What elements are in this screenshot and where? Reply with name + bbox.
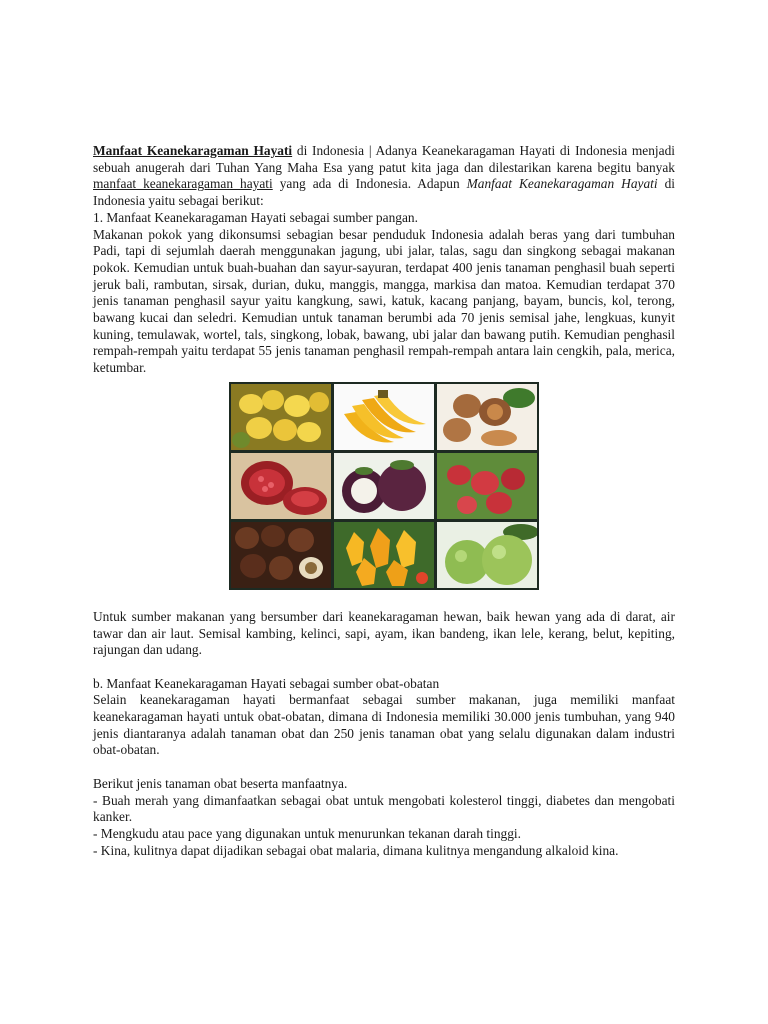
tropical-fruits-image [229,382,539,590]
mangosteen-photo [334,453,434,519]
section-2-body: Selain keanekaragaman hayati bermanfaat sebagai sumber makanan, juga memiliki manfaat keanekaragaman hayati untuk obat-obatan, dimana di Indonesia memiliki 30.000 jenis tumbuhan, yang 940 jenis diantaranya adalah tanaman obat dan 250 jenis tanaman obat yang selalu digunakan dalam industri obat-obatan. [93,692,675,758]
paragraph-spacer [93,659,675,676]
medicinal-intro: Berikut jenis tanaman obat beserta manfaatnya. [93,775,348,791]
section-1-body: Makanan pokok yang dikonsumsi sebagian besar penduduk Indonesia adalah beras yang dari tumbuhan Padi, tapi di sejumlah daerah menggunakan jagung, ubi jalar, talas, sagu dan singkong sebagai makanan pokok. Kemudian untuk buah-buahan dan sayur-sayuran, terdapat 400 jenis tanaman penghasil buah seperti jeruk bali, rambutan, sirsak, durian, duku, manggis, mangga, markisa dan matoa. Kemudian terdapat 370 jenis tanaman penghasil sayur yaitu kangkung, sawi, katuk, kacang panjang, bayam, buncis, kol, terong, bawang kucai dan seledri. Kemudian untuk tanaman berumbi ada 70 jenis semisal jahe, lengkuas, kunyit kuning, temulawak, wortel, tals, singkong, lobak, bawang, ubi jalar dan bawang putih. Kemudian penghasil rempah-rempah yaitu terdapat 55 jenis tanaman penghasil rempah-rempah antara lain cengkih, pala, merica, ketumbar. [93,226,675,376]
section-1-heading: 1. Manfaat Keanekaragaman Hayati sebagai sumber pangan. [93,209,418,225]
banana-photo [334,384,434,450]
jackfruit-photo [231,384,331,450]
animal-food-paragraph: Untuk sumber makanan yang bersumber dari keanekaragaman hewan, baik hewan yang ada di darat, air tawar dan air laut. Semisal kambing, kelinci, sapi, ayam, ikan bandeng, ikan lele, kerang, belut, kepiting, rajungan dan udang. [93,608,675,658]
italic-phrase: Manfaat Keanekaragaman Hayati [466,176,658,192]
medicinal-item: - Buah merah yang dimanfaatkan sebagai obat untuk mengobati kolesterol tinggi, diabetes dan mengobati kanker. [93,792,675,825]
pomegranate-photo [231,453,331,519]
salak-photo [231,522,331,588]
intro-paragraph [93,143,675,210]
intro-text-1: di Indonesia | Adanya Keanekaragaman Hayati di Indonesia menjadi sebuah anugerah dari Tuhan Yang Maha Esa yang patut kita jaga dan dilestarikan karena begitu banyak [93,143,676,175]
title-link[interactable]: Manfaat Keanekaragaman Hayati [93,143,293,158]
intro-text-3: di Indonesia yaitu sebagai berikut: [93,176,675,209]
rose-apple-photo [437,453,537,519]
medicinal-item: - Mengkudu atau pace yang digunakan untuk menurunkan tekanan darah tinggi. [93,825,521,841]
paragraph-spacer [93,759,675,776]
section-2-heading: b. Manfaat Keanekaragaman Hayati sebagai sumber obat-obatan [93,675,440,691]
inline-link[interactable]: manfaat keanekaragaman hayati [93,176,273,192]
pomelo-photo [437,522,537,588]
medicinal-item: - Kina, kulitnya dapat dijadikan sebagai obat malaria, dimana kulitnya mengandung alkaloid kina. [93,842,619,858]
intro-text-2: yang ada di Indonesia. Adapun [272,176,467,192]
starfruit-photo [334,522,434,588]
document-content [93,143,675,859]
sapodilla-photo [437,384,537,450]
